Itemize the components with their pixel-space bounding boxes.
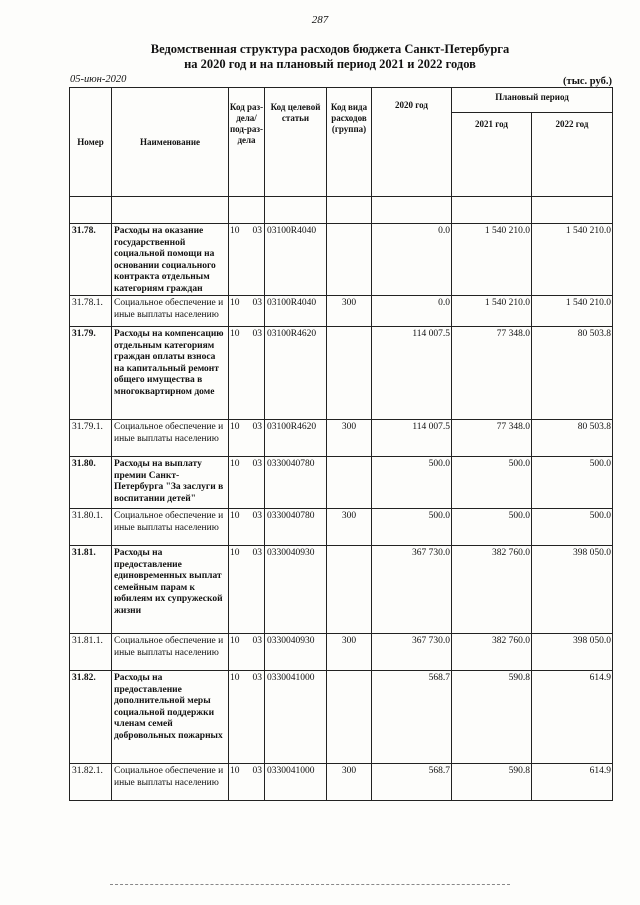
row-amount-2021: 77 348.0 bbox=[452, 420, 532, 457]
row-amount-2022: 80 503.8 bbox=[532, 420, 613, 457]
table-row bbox=[70, 764, 613, 801]
row-section: 10 bbox=[229, 296, 246, 327]
row-target-code: 0330040780 bbox=[265, 457, 327, 509]
row-amount-2021: 590.8 bbox=[452, 764, 532, 801]
row-amount-2022: 500.0 bbox=[532, 457, 613, 509]
row-expense-kind bbox=[327, 327, 372, 420]
row-number: 31.81. bbox=[70, 546, 112, 634]
row-section: 10 bbox=[229, 327, 246, 420]
footer-rule bbox=[110, 884, 510, 887]
row-number: 31.79. bbox=[70, 327, 112, 420]
row-name: Расходы на оказание государственной социальной помощи на основании социального контракта отдельным категориям граждан bbox=[112, 224, 229, 296]
row-amount-2022: 500.0 bbox=[532, 509, 613, 546]
row-number: 31.82. bbox=[70, 671, 112, 764]
header-plan-period: Плановый период bbox=[452, 88, 613, 113]
row-section: 10 bbox=[229, 764, 246, 801]
row-amount-2022: 1 540 210.0 bbox=[532, 224, 613, 296]
row-amount-2020: 114 007.5 bbox=[372, 327, 452, 420]
row-amount-2021: 500.0 bbox=[452, 509, 532, 546]
row-section: 10 bbox=[229, 420, 246, 457]
row-amount-2022: 80 503.8 bbox=[532, 327, 613, 420]
row-expense-kind bbox=[327, 546, 372, 634]
table-row bbox=[70, 296, 613, 327]
header-number: Номер bbox=[70, 88, 112, 197]
document-title bbox=[60, 42, 600, 72]
document-date: 05-июн-2020 bbox=[70, 74, 127, 85]
row-section: 10 bbox=[229, 224, 246, 296]
row-number: 31.80. bbox=[70, 457, 112, 509]
budget-table bbox=[69, 87, 613, 801]
row-amount-2021: 1 540 210.0 bbox=[452, 224, 532, 296]
row-subsection: 03 bbox=[246, 327, 265, 420]
row-expense-kind: 300 bbox=[327, 764, 372, 801]
row-number: 31.82.1. bbox=[70, 764, 112, 801]
units-label: (тыс. руб.) bbox=[563, 76, 612, 87]
row-amount-2021: 382 760.0 bbox=[452, 634, 532, 671]
row-amount-2020: 0.0 bbox=[372, 224, 452, 296]
row-target-code: 03100R4040 bbox=[265, 296, 327, 327]
row-amount-2020: 114 007.5 bbox=[372, 420, 452, 457]
row-amount-2021: 500.0 bbox=[452, 457, 532, 509]
row-amount-2022: 398 050.0 bbox=[532, 546, 613, 634]
header-target-code: Код целевой статьи bbox=[265, 88, 327, 197]
table-row bbox=[70, 671, 613, 764]
table-row bbox=[70, 509, 613, 546]
row-name: Расходы на предоставление дополнительной меры социальной поддержки членам семей добровольных пожарных bbox=[112, 671, 229, 764]
row-target-code: 0330041000 bbox=[265, 764, 327, 801]
row-subsection: 03 bbox=[246, 296, 265, 327]
row-target-code: 0330040780 bbox=[265, 509, 327, 546]
row-target-code: 03100R4040 bbox=[265, 224, 327, 296]
header-2021: 2021 год bbox=[452, 113, 532, 197]
table-row bbox=[70, 327, 613, 420]
row-name: Расходы на предоставление единовременных выплат семейным парам к юбилеям их супружеской жизни bbox=[112, 546, 229, 634]
row-section: 10 bbox=[229, 457, 246, 509]
row-subsection: 03 bbox=[246, 634, 265, 671]
row-target-code: 03100R4620 bbox=[265, 420, 327, 457]
row-number: 31.81.1. bbox=[70, 634, 112, 671]
row-subsection: 03 bbox=[246, 764, 265, 801]
row-expense-kind: 300 bbox=[327, 509, 372, 546]
row-name: Социальное обеспечение и иные выплаты населению bbox=[112, 296, 229, 327]
row-expense-kind: 300 bbox=[327, 296, 372, 327]
row-name: Социальное обеспечение и иные выплаты населению bbox=[112, 634, 229, 671]
table-row bbox=[70, 224, 613, 296]
row-number: 31.80.1. bbox=[70, 509, 112, 546]
row-subsection: 03 bbox=[246, 457, 265, 509]
row-name: Социальное обеспечение и иные выплаты населению bbox=[112, 420, 229, 457]
row-expense-kind bbox=[327, 457, 372, 509]
table-row bbox=[70, 546, 613, 634]
header-name: Наименование bbox=[112, 88, 229, 197]
header-row-1 bbox=[70, 88, 613, 113]
header-section-code: Код раз-дела/ под-раз-дела bbox=[229, 88, 265, 197]
title-line-2: на 2020 год и на плановый период 2021 и 2022 годов bbox=[184, 57, 476, 71]
row-target-code: 0330040930 bbox=[265, 634, 327, 671]
row-number: 31.78.1. bbox=[70, 296, 112, 327]
row-expense-kind: 300 bbox=[327, 634, 372, 671]
row-amount-2022: 614.9 bbox=[532, 764, 613, 801]
row-name: Расходы на выплату премии Санкт-Петербурга "За заслуги в воспитании детей" bbox=[112, 457, 229, 509]
row-amount-2021: 1 540 210.0 bbox=[452, 296, 532, 327]
page-number: 287 bbox=[311, 14, 329, 26]
row-amount-2022: 614.9 bbox=[532, 671, 613, 764]
header-expense-kind: Код вида расходов (группа) bbox=[327, 88, 372, 197]
row-section: 10 bbox=[229, 634, 246, 671]
row-subsection: 03 bbox=[246, 224, 265, 296]
row-name: Социальное обеспечение и иные выплаты населению bbox=[112, 509, 229, 546]
header-2020: 2020 год bbox=[372, 88, 452, 197]
row-amount-2021: 590.8 bbox=[452, 671, 532, 764]
row-amount-2020: 568.7 bbox=[372, 671, 452, 764]
row-section: 10 bbox=[229, 546, 246, 634]
table-row bbox=[70, 457, 613, 509]
row-name: Расходы на компенсацию отдельным категориям граждан оплаты взноса на капитальный ремонт общего имущества в многоквартирном доме bbox=[112, 327, 229, 420]
row-section: 10 bbox=[229, 509, 246, 546]
row-target-code: 03100R4620 bbox=[265, 327, 327, 420]
row-amount-2021: 77 348.0 bbox=[452, 327, 532, 420]
row-subsection: 03 bbox=[246, 671, 265, 764]
row-amount-2022: 1 540 210.0 bbox=[532, 296, 613, 327]
table-row bbox=[70, 420, 613, 457]
header-spacer-row bbox=[70, 197, 613, 224]
row-amount-2020: 0.0 bbox=[372, 296, 452, 327]
row-amount-2020: 500.0 bbox=[372, 457, 452, 509]
row-name: Социальное обеспечение и иные выплаты населению bbox=[112, 764, 229, 801]
row-number: 31.79.1. bbox=[70, 420, 112, 457]
row-subsection: 03 bbox=[246, 509, 265, 546]
row-number: 31.78. bbox=[70, 224, 112, 296]
row-amount-2021: 382 760.0 bbox=[452, 546, 532, 634]
row-subsection: 03 bbox=[246, 420, 265, 457]
row-expense-kind bbox=[327, 224, 372, 296]
row-amount-2020: 367 730.0 bbox=[372, 546, 452, 634]
row-target-code: 0330041000 bbox=[265, 671, 327, 764]
row-expense-kind bbox=[327, 671, 372, 764]
row-amount-2020: 500.0 bbox=[372, 509, 452, 546]
table-row bbox=[70, 634, 613, 671]
row-section: 10 bbox=[229, 671, 246, 764]
row-target-code: 0330040930 bbox=[265, 546, 327, 634]
row-amount-2020: 568.7 bbox=[372, 764, 452, 801]
row-amount-2020: 367 730.0 bbox=[372, 634, 452, 671]
row-subsection: 03 bbox=[246, 546, 265, 634]
header-2022: 2022 год bbox=[532, 113, 613, 197]
title-line-1: Ведомственная структура расходов бюджета Санкт-Петербурга bbox=[150, 42, 510, 56]
row-expense-kind: 300 bbox=[327, 420, 372, 457]
row-amount-2022: 398 050.0 bbox=[532, 634, 613, 671]
